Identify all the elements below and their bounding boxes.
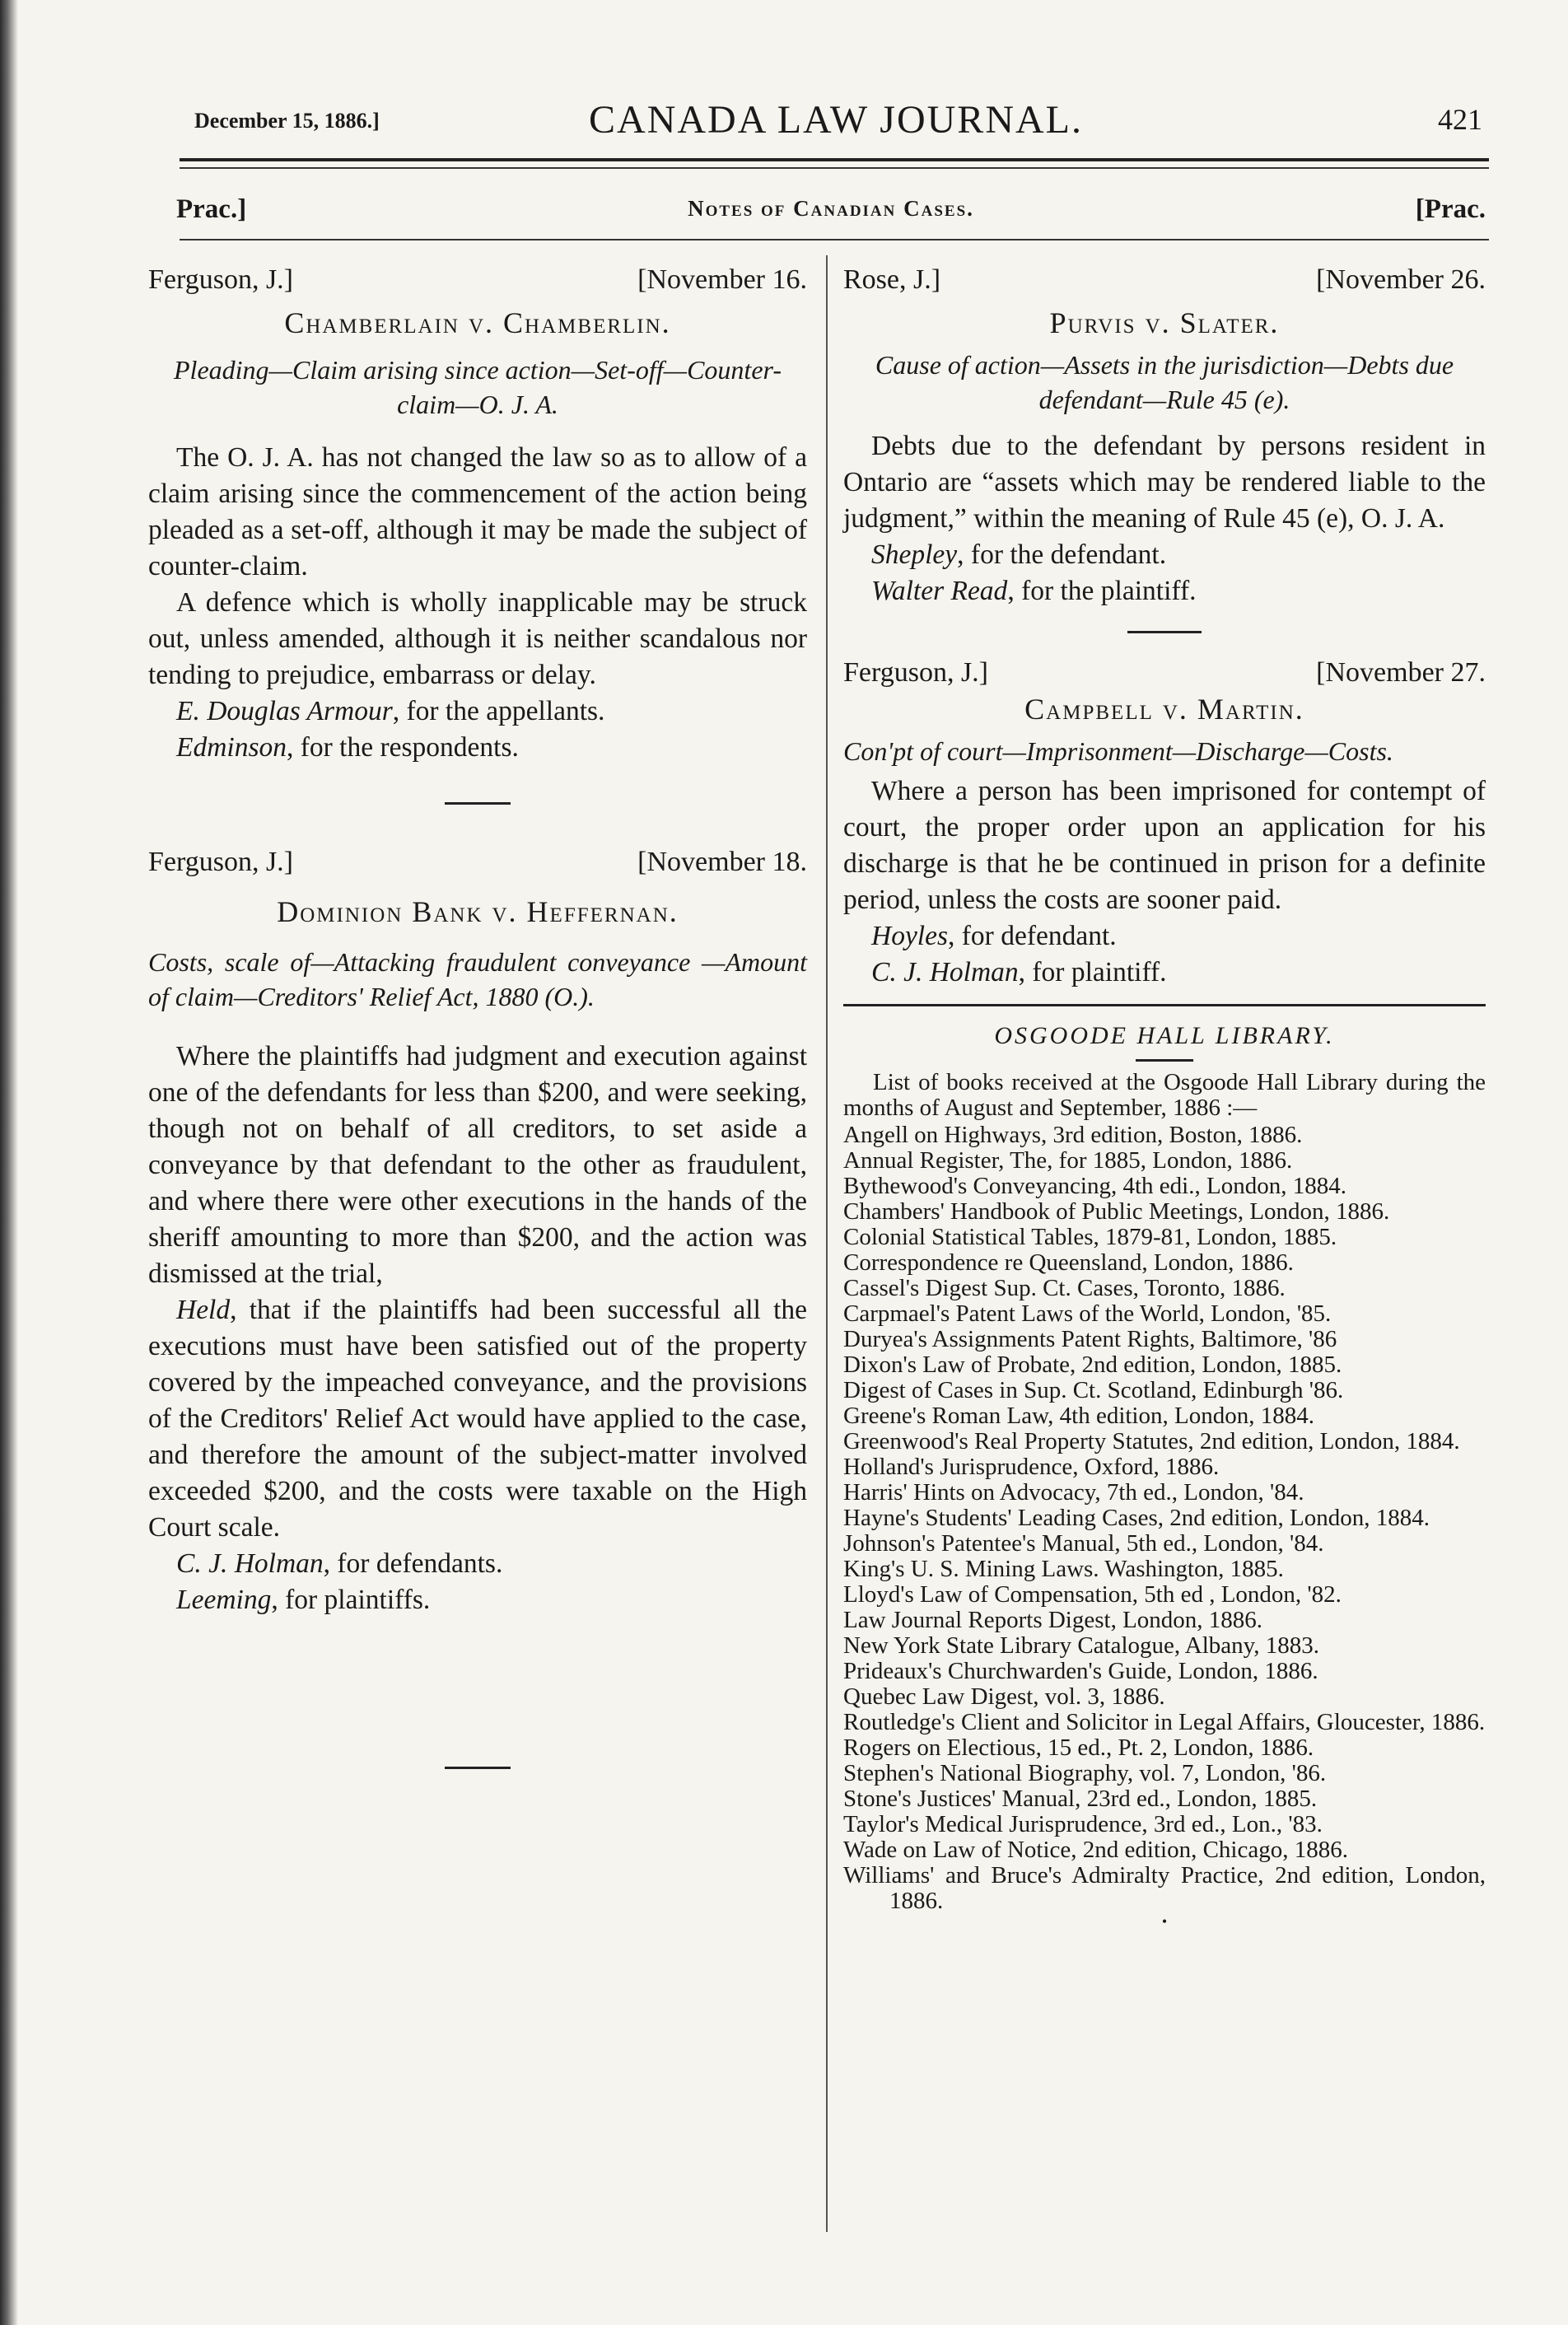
left-column <box>148 262 807 1769</box>
case-title: Chamberlain v. Chamberlin. <box>284 306 671 339</box>
decision-date: [November 18. <box>637 847 807 877</box>
book-entry: New York State Library Catalogue, Albany, 1883. <box>843 1632 1320 1659</box>
counsel-line <box>843 918 1486 955</box>
case-title: Dominion Bank v. Heffernan. <box>277 895 679 928</box>
case-chamberlain <box>148 262 807 766</box>
book-entry: Cassel's Digest Sup. Ct. Cases, Toronto, 1886. <box>843 1275 1286 1301</box>
page-number: 421 <box>1438 103 1482 136</box>
book-entry: Prideaux's Churchwarden's Guide, London, 1886. <box>843 1658 1318 1684</box>
counsel-name: C. J. Holman <box>176 1548 324 1579</box>
counsel-role: , for the appellants. <box>392 696 605 726</box>
judge: Ferguson, J.] <box>148 847 293 877</box>
counsel-name: E. Douglas Armour <box>176 696 393 726</box>
book-entry: Williams' and Bruce's Admiralty Practice, 2nd edition, London, 1886. <box>843 1862 1486 1914</box>
counsel-name: Walter Read <box>871 576 1008 606</box>
section-rule <box>180 239 1489 240</box>
binding-edge-shadow <box>0 0 18 2325</box>
decision-date: [November 26. <box>1316 264 1486 295</box>
book-entry: King's U. S. Mining Laws. Washington, 1885. <box>843 1556 1284 1582</box>
judge: Ferguson, J.] <box>843 657 988 688</box>
book-entry: Carpmael's Patent Laws of the World, London, '85. <box>843 1300 1332 1327</box>
decision-date: [November 27. <box>1316 657 1486 688</box>
case-paragraph: The O. J. A. has not changed the law so as to allow of a claim arising since the commencement of the action being pleaded as a set-off, although it may be made the subject of counter-claim. <box>148 442 807 581</box>
section-head <box>176 191 1486 229</box>
case-judge-line <box>843 262 1486 298</box>
case-headnote: Con'pt of court—Imprisonment—Discharge—Costs. <box>843 736 1393 766</box>
book-entry: Hayne's Students' Leading Cases, 2nd edition, London, 1884. <box>843 1505 1430 1531</box>
library-separator <box>1136 1059 1193 1062</box>
library-rule <box>843 1004 1486 1006</box>
book-entry: Correspondence re Queensland, London, 1886. <box>843 1249 1294 1276</box>
book-entry: Taylor's Medical Jurisprudence, 3rd ed., Lon., '83. <box>843 1811 1323 1837</box>
counsel-role: , for the defendant. <box>957 539 1167 570</box>
book-entry: Annual Register, The, for 1885, London, 1886. <box>843 1147 1293 1174</box>
case-title: Purvis v. Slater. <box>1049 306 1280 339</box>
journal-title: CANADA LAW JOURNAL. <box>589 98 1083 142</box>
book-entry: Holland's Jurisprudence, Oxford, 1886. <box>843 1454 1220 1480</box>
held-text: , that if the plaintiffs had been successful all the executions must have been satisfied out of the property covered by the impeached conveyance, and the provisions of the Creditors' Relief Act would have applied to the case, and therefore the amount of the subject-matter involved exceeded $200, and the costs were taxable on the High Court scale. <box>148 1295 807 1543</box>
counsel-name: Leeming <box>176 1585 272 1615</box>
case-campbell <box>843 655 1486 991</box>
library-section <box>843 1018 1486 1929</box>
section-title: Notes of Canadian Cases. <box>688 196 974 221</box>
case-headnote: Pleading—Claim arising since action—Set-off—Counter-claim—O. J. A. <box>174 355 782 419</box>
case-paragraph: Debts due to the defendant by persons resident in Ontario are “assets which may be rendered liable to the judgment,” within the meaning of Rule 45 (e), O. J. A. <box>843 431 1486 534</box>
counsel-role: , for plaintiffs. <box>271 1585 431 1615</box>
case-judge-line <box>148 844 807 880</box>
case-dominion-bank <box>148 844 807 1618</box>
case-headnote: Costs, scale of—Attacking fraudulent conveyance —Amount of claim—Creditors' Relief Act, 1880 (O.). <box>148 947 807 1011</box>
section-right: [Prac. <box>1415 194 1486 224</box>
case-paragraph: A defence which is wholly inapplicable may be struck out, unless amended, although it is neither scandalous nor tending to prejudice, embarrass or delay. <box>148 587 807 690</box>
counsel-line <box>843 537 1486 573</box>
library-title: OSGOODE HALL LIBRARY. <box>994 1022 1335 1049</box>
counsel-line <box>148 730 807 766</box>
book-entry: Harris' Hints on Advocacy, 7th ed., London, '84. <box>843 1479 1304 1506</box>
counsel-name: Edminson <box>176 732 287 763</box>
book-entry: Greene's Roman Law, 4th edition, London, 1884. <box>843 1403 1314 1429</box>
case-judge-line <box>148 262 807 298</box>
counsel-line <box>843 573 1486 609</box>
book-entry: Colonial Statistical Tables, 1879-81, London, 1885. <box>843 1224 1337 1250</box>
held-paragraph <box>148 1292 807 1546</box>
library-intro: List of books received at the Osgoode Hall Library during the months of August and September, 1886 :— <box>843 1069 1486 1121</box>
judge: Rose, J.] <box>843 264 941 295</box>
book-entry: Duryea's Assignments Patent Rights, Baltimore, '86 <box>843 1326 1337 1352</box>
book-entry: Law Journal Reports Digest, London, 1886. <box>843 1607 1263 1633</box>
counsel-line <box>148 693 807 730</box>
case-paragraph: Where the plaintiffs had judgment and execution against one of the defendants for less than $200, and were seeking, though not on behalf of all creditors, to set aside a conveyance by that defendant to the other as fraudulent, and where there were other executions in the hands of the sheriff amounting to more than $200, and the action was dismissed at the trial, <box>148 1041 807 1289</box>
book-entry: Stephen's National Biography, vol. 7, London, '86. <box>843 1760 1327 1786</box>
book-entry: Wade on Law of Notice, 2nd edition, Chicago, 1886. <box>843 1837 1348 1863</box>
book-entry: Quebec Law Digest, vol. 3, 1886. <box>843 1683 1165 1710</box>
case-separator <box>445 802 511 805</box>
header-rule-thick <box>180 158 1489 161</box>
book-entry: Routledge's Client and Solicitor in Legal Affairs, Gloucester, 1886. <box>843 1709 1486 1735</box>
section-left: Prac.] <box>176 194 247 224</box>
case-headnote: Cause of action—Assets in the jurisdiction—Debts due defendant—Rule 45 (e). <box>875 350 1454 414</box>
end-mark: • <box>1161 1913 1168 1930</box>
counsel-name: C. J. Holman <box>871 957 1019 987</box>
book-entry: Bythewood's Conveyancing, 4th edi., London, 1884. <box>843 1173 1346 1199</box>
case-purvis <box>843 262 1486 609</box>
book-entry: Lloyd's Law of Compensation, 5th ed , London, '82. <box>843 1581 1342 1608</box>
case-paragraph: Where a person has been imprisoned for contempt of court, the proper order upon an application for his discharge is that he be continued in prison for a definite period, unless the costs are sooner paid. <box>843 776 1486 915</box>
book-entry: Chambers' Handbook of Public Meetings, London, 1886. <box>843 1198 1390 1225</box>
counsel-role: , for defendant. <box>948 921 1117 951</box>
book-entry: Greenwood's Real Property Statutes, 2nd edition, London, 1884. <box>843 1428 1460 1454</box>
book-entry: Stone's Justices' Manual, 23rd ed., London, 1885. <box>843 1786 1318 1812</box>
issue-date: December 15, 1886.] <box>194 109 380 133</box>
book-list <box>843 1123 1486 1914</box>
book-entry: Johnson's Patentee's Manual, 5th ed., London, '84. <box>843 1530 1324 1557</box>
decision-date: [November 16. <box>637 264 807 295</box>
running-head <box>189 97 1482 147</box>
book-entry: Dixon's Law of Probate, 2nd edition, London, 1885. <box>843 1352 1342 1378</box>
end-separator <box>445 1767 511 1769</box>
case-separator <box>1127 631 1202 633</box>
case-title: Campbell v. Martin. <box>1024 693 1304 726</box>
counsel-name: Shepley <box>871 539 958 570</box>
counsel-role: , for the respondents. <box>287 732 519 763</box>
counsel-line <box>843 955 1486 991</box>
header-rule-thin <box>180 167 1489 169</box>
column-divider <box>826 255 828 2232</box>
book-entry: Rogers on Electious, 15 ed., Pt. 2, London, 1886. <box>843 1734 1314 1761</box>
counsel-name: Hoyles <box>871 921 949 951</box>
judge: Ferguson, J.] <box>148 264 293 295</box>
case-judge-line <box>843 655 1486 691</box>
book-entry: Digest of Cases in Sup. Ct. Scotland, Edinburgh '86. <box>843 1377 1344 1403</box>
counsel-role: , for plaintiff. <box>1018 957 1167 987</box>
book-entry: Angell on Highways, 3rd edition, Boston, 1886. <box>843 1122 1303 1148</box>
right-column <box>843 262 1486 1929</box>
held-label: Held <box>176 1295 231 1325</box>
counsel-line <box>148 1546 807 1582</box>
counsel-role: , for the plaintiff. <box>1007 576 1197 606</box>
counsel-role: , for defendants. <box>323 1548 503 1579</box>
counsel-line <box>148 1582 807 1618</box>
